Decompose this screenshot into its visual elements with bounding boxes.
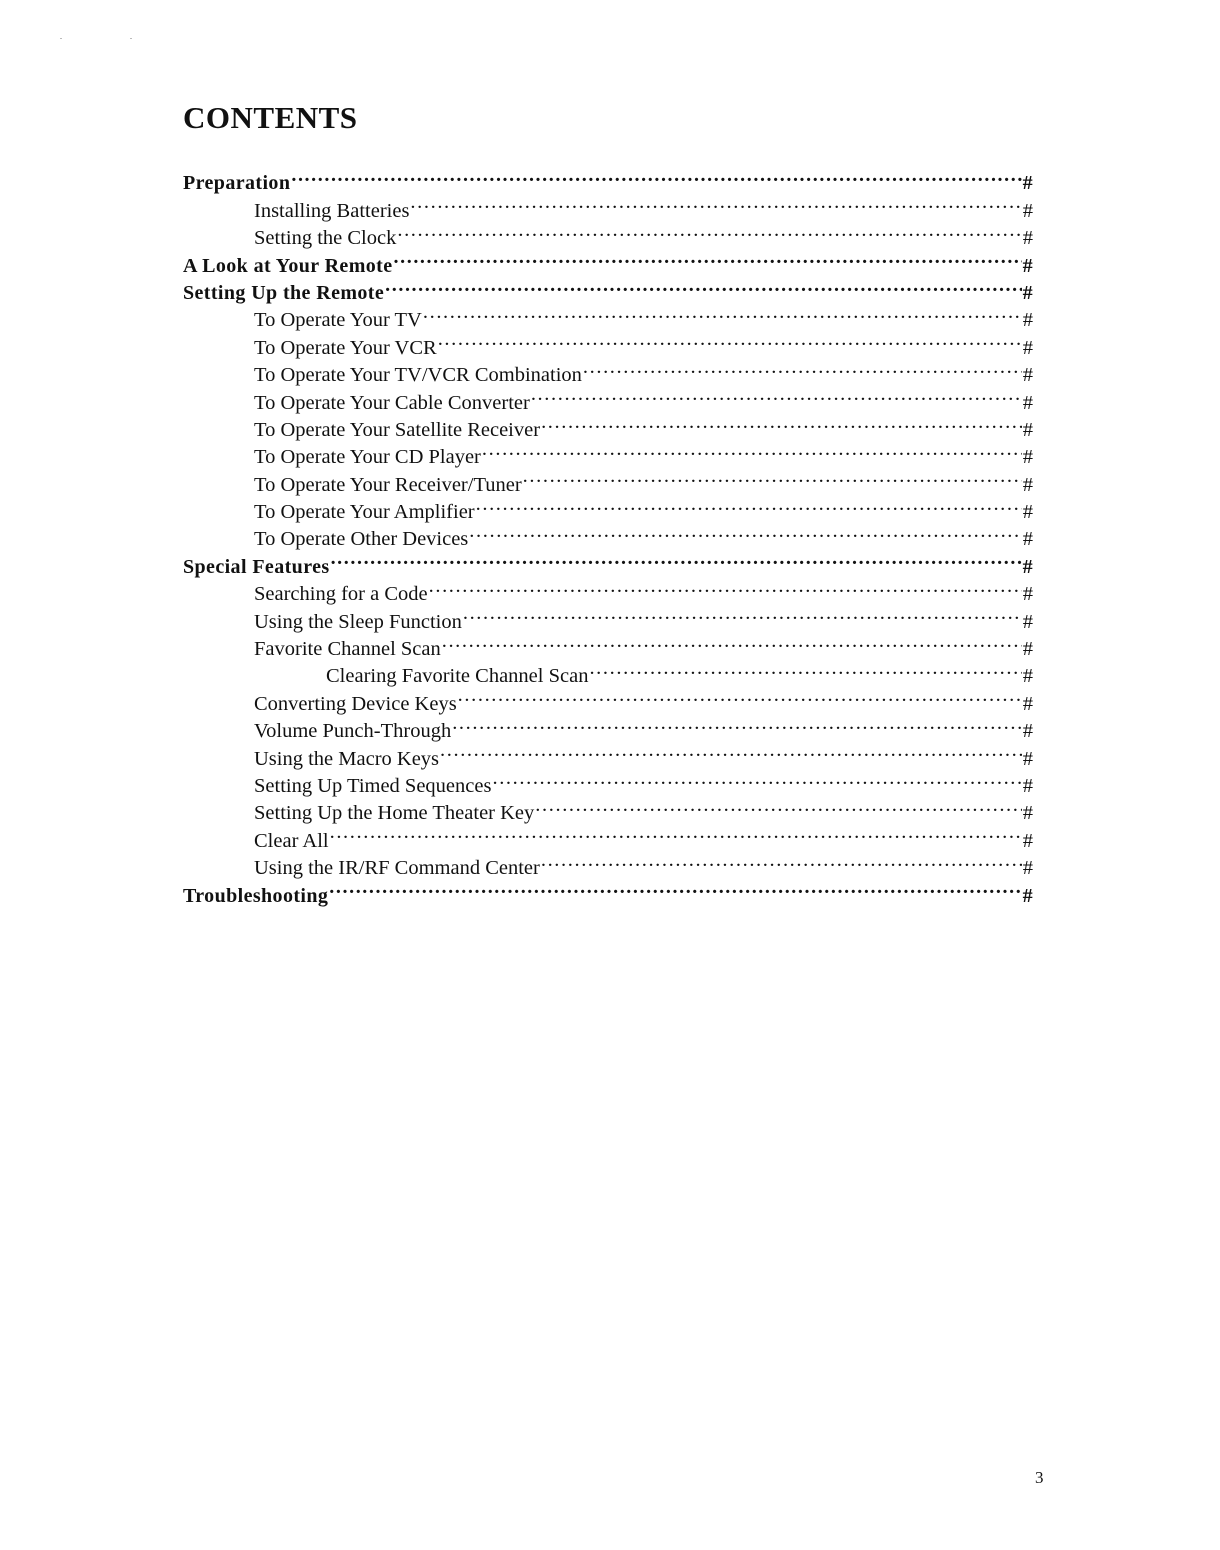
toc-entry-page: # bbox=[1022, 610, 1033, 633]
toc-entry bbox=[183, 189, 1033, 222]
dot-leader bbox=[541, 847, 1022, 874]
scan-speck bbox=[60, 38, 140, 44]
toc-entry-page: # bbox=[1022, 720, 1033, 743]
dot-leader bbox=[385, 272, 1021, 299]
dot-leader bbox=[291, 162, 1021, 189]
dot-leader bbox=[541, 409, 1022, 436]
dot-leader bbox=[330, 819, 1022, 846]
dot-leader bbox=[482, 436, 1022, 463]
toc-entry-label: A Look at Your Remote bbox=[183, 254, 393, 277]
toc-entry-page: # bbox=[1022, 227, 1033, 250]
dot-leader bbox=[442, 628, 1022, 655]
dot-leader bbox=[452, 710, 1022, 737]
dot-leader bbox=[331, 545, 1022, 572]
dot-leader bbox=[438, 326, 1022, 353]
toc-entry-label: Setting the Clock bbox=[254, 227, 397, 250]
toc-entry-page: # bbox=[1022, 829, 1033, 852]
toc-entry-page: # bbox=[1022, 802, 1033, 825]
toc-entry-label: Clearing Favorite Channel Scan bbox=[326, 665, 589, 688]
dot-leader bbox=[440, 737, 1022, 764]
toc-entry-label: Setting Up Timed Sequences bbox=[254, 774, 492, 797]
toc-entry-label: Using the IR/RF Command Center bbox=[254, 857, 540, 880]
toc-entry-page: # bbox=[1022, 774, 1033, 797]
dot-leader bbox=[329, 874, 1021, 901]
dot-leader bbox=[469, 518, 1021, 545]
toc-entry-label: Volume Punch-Through bbox=[254, 720, 452, 743]
toc-entry-page: # bbox=[1022, 747, 1033, 770]
toc-entry-label: Special Features bbox=[183, 555, 330, 578]
toc-entry-label: Clear All bbox=[254, 829, 329, 852]
toc-entry-label: Troubleshooting bbox=[183, 884, 329, 907]
toc-entry-page: # bbox=[1022, 281, 1033, 304]
toc-entry-page: # bbox=[1022, 857, 1033, 880]
dot-leader bbox=[531, 381, 1022, 408]
table-of-contents bbox=[183, 162, 1033, 907]
toc-entry-label: Setting Up the Remote bbox=[183, 281, 385, 304]
toc-entry-label: Using the Macro Keys bbox=[254, 747, 440, 770]
dot-leader bbox=[463, 600, 1022, 627]
toc-entry-page: # bbox=[1022, 473, 1033, 496]
toc-section bbox=[183, 162, 1033, 195]
toc-entry-label: To Operate Your Cable Converter bbox=[254, 391, 530, 414]
toc-entry-page: # bbox=[1022, 583, 1033, 606]
dot-leader bbox=[394, 244, 1022, 271]
toc-entry-page: # bbox=[1022, 555, 1033, 578]
toc-entry-page: # bbox=[1022, 638, 1033, 661]
dot-leader bbox=[589, 655, 1021, 682]
toc-entry-page: # bbox=[1022, 336, 1033, 359]
toc-entry-page: # bbox=[1022, 446, 1033, 469]
toc-entry-label: To Operate Your Satellite Receiver bbox=[254, 418, 541, 441]
toc-entry-label: Installing Batteries bbox=[254, 199, 410, 222]
toc-entry-page: # bbox=[1022, 665, 1033, 688]
toc-entry-label: To Operate Your TV/VCR Combination bbox=[254, 364, 582, 387]
toc-entry-label: Preparation bbox=[183, 172, 291, 195]
toc-entry-label: Using the Sleep Function bbox=[254, 610, 462, 633]
dot-leader bbox=[429, 573, 1022, 600]
toc-entry-page: # bbox=[1022, 692, 1033, 715]
dot-leader bbox=[476, 491, 1022, 518]
toc-entry-page: # bbox=[1022, 172, 1033, 195]
toc-entry-page: # bbox=[1022, 501, 1033, 524]
dot-leader bbox=[410, 189, 1021, 216]
toc-entry-page: # bbox=[1022, 884, 1033, 907]
toc-entry-label: To Operate Your TV bbox=[254, 309, 422, 332]
toc-entry-label: To Operate Your CD Player bbox=[254, 446, 481, 469]
dot-leader bbox=[523, 463, 1022, 490]
toc-entry-label: Setting Up the Home Theater Key bbox=[254, 802, 535, 825]
toc-entry-page: # bbox=[1022, 364, 1033, 387]
toc-entry-label: To Operate Your Amplifier bbox=[254, 501, 475, 524]
toc-entry-page: # bbox=[1022, 309, 1033, 332]
dot-leader bbox=[535, 792, 1021, 819]
page-number: 3 bbox=[1035, 1468, 1044, 1487]
page-title: CONTENTS bbox=[183, 100, 358, 135]
dot-leader bbox=[397, 217, 1021, 244]
toc-entry-label: Favorite Channel Scan bbox=[254, 638, 441, 661]
toc-entry-label: To Operate Your VCR bbox=[254, 336, 437, 359]
toc-entry-page: # bbox=[1022, 528, 1033, 551]
dot-leader bbox=[458, 682, 1022, 709]
dot-leader bbox=[492, 765, 1021, 792]
toc-entry-page: # bbox=[1022, 199, 1033, 222]
toc-entry-label: Converting Device Keys bbox=[254, 692, 457, 715]
toc-entry-page: # bbox=[1022, 391, 1033, 414]
dot-leader bbox=[423, 299, 1022, 326]
toc-entry-label: To Operate Your Receiver/Tuner bbox=[254, 473, 522, 496]
toc-entry-label: To Operate Other Devices bbox=[254, 528, 469, 551]
toc-entry-label: Searching for a Code bbox=[254, 583, 428, 606]
toc-entry-page: # bbox=[1022, 254, 1033, 277]
toc-entry bbox=[183, 682, 1033, 715]
dot-leader bbox=[583, 354, 1022, 381]
toc-entry-page: # bbox=[1022, 418, 1033, 441]
